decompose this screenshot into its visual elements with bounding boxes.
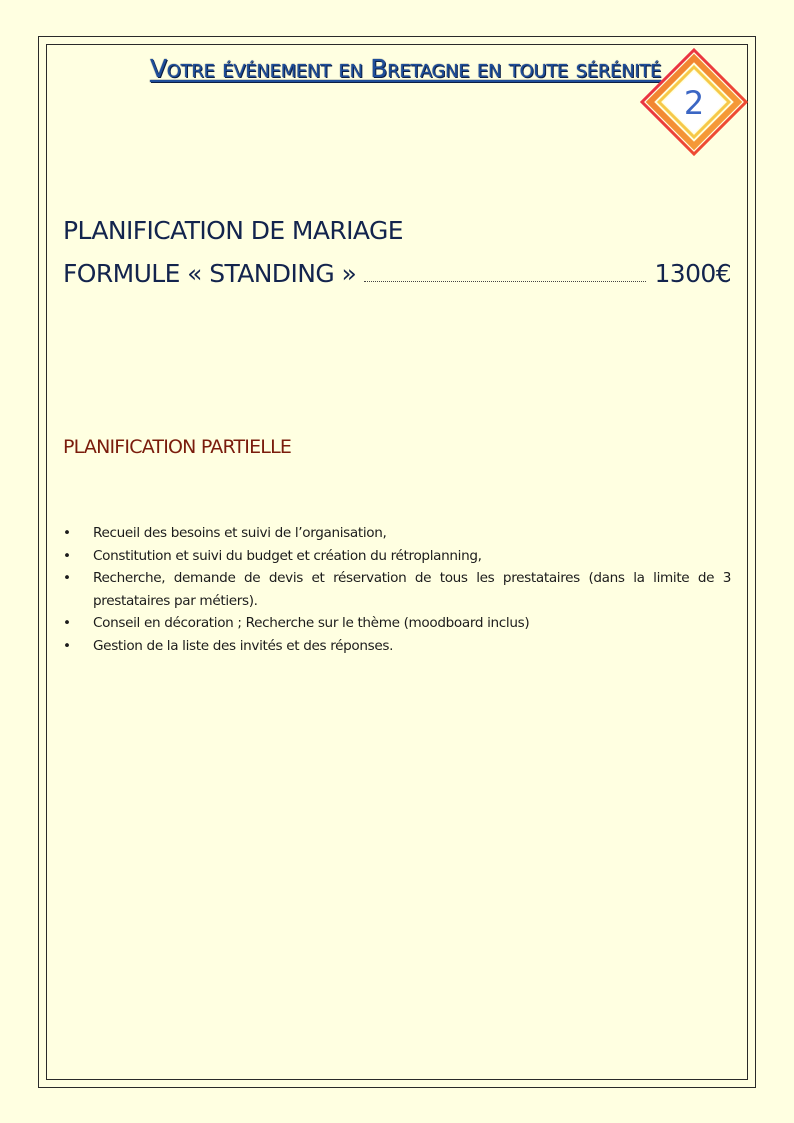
header-title: Votre événement en Bretagne en toute sérénité: [150, 54, 662, 83]
diamond-badge-icon: [640, 48, 748, 156]
service-list: [63, 522, 731, 657]
service-title: PLANIFICATION DE MARIAGE: [63, 216, 403, 245]
dotted-leader: [364, 281, 646, 282]
section-heading: PLANIFICATION PARTIELLE: [63, 436, 292, 458]
page-number: 2: [683, 84, 705, 122]
page-number-badge: [640, 48, 748, 156]
list-item: • Conseil en décoration ; Recherche sur le thème (moodboard inclus): [63, 612, 731, 635]
formula-price: 1300€: [654, 259, 731, 288]
list-item: • Recueil des besoins et suivi de l’organisation,: [63, 522, 731, 545]
list-item: • Gestion de la liste des invités et des réponses.: [63, 635, 731, 658]
list-item: • Constitution et suivi du budget et création du rétroplanning,: [63, 545, 731, 568]
list-item: • Recherche, demande de devis et réservation de tous les prestataires (dans la limite de 3 prestataires par métiers).: [63, 567, 731, 612]
formula-price-row: [63, 256, 731, 288]
formula-name: FORMULE « STANDING »: [63, 259, 357, 288]
